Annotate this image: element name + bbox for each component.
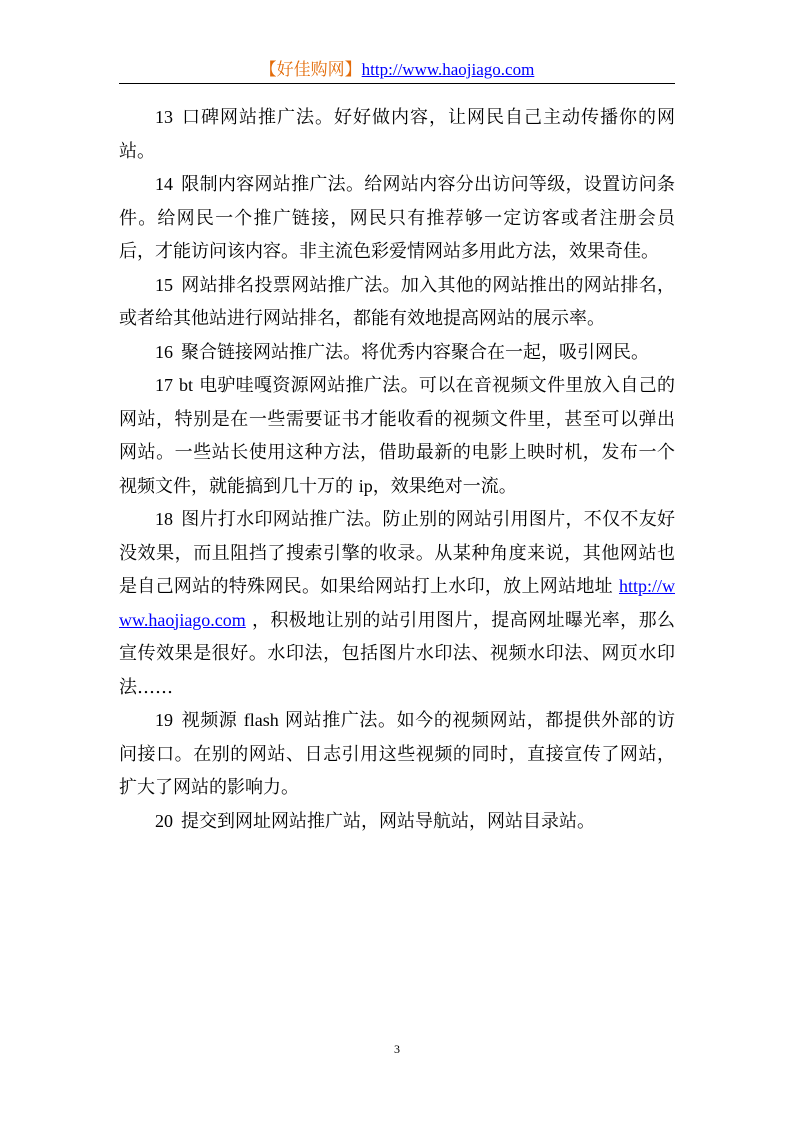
- item-number: 15: [155, 274, 173, 295]
- paragraph-18: [119, 503, 675, 704]
- paragraph-14: [119, 168, 675, 269]
- paragraph-text: 限制内容网站推广法。给网站内容分出访问等级，设置访问条件。给网民一个推广链接，网民只有推荐够一定访客或者注册会员后，才能访问该内容。非主流色彩爱情网站多用此方法，效果奇佳。: [119, 174, 675, 262]
- paragraph-text: 口碑网站推广法。好好做内容，让网民自己主动传播你的网站。: [119, 107, 675, 162]
- paragraph-text: 网站排名投票网站推广法。加入其他的网站推出的网站排名，或者给其他站进行网站排名，都能有效地提高网站的展示率。: [119, 274, 675, 329]
- site-brand: 【好佳购网】: [259, 60, 362, 80]
- paragraph-text-end: 网站推广法。如今的视频网站，都提供外部的访问接口。在别的网站、日志引用这些视频的同时，直接宣传了网站，扩大了网站的影响力。: [119, 710, 675, 798]
- paragraph-text-end: ，效果绝对一流。: [372, 475, 517, 497]
- page-number: 3: [394, 1042, 400, 1056]
- paragraph-text: 聚合链接网站推广法。将优秀内容聚合在一起，吸引网民。: [181, 341, 649, 363]
- page-header: [119, 58, 675, 84]
- paragraph-text: 电驴哇嘎资源网站推广法。可以在音视频文件里放入自己的网站，特别是在一些需要证书才能收看的视频文件里，甚至可以弹出网站。一些站长使用这种方法，借助最新的电影上映时机，发布一个视频文件，就能搞到几十万的: [119, 375, 675, 497]
- paragraph-text-flash: flash: [243, 710, 279, 730]
- body-url-link[interactable]: http://www.haojiago.com: [119, 576, 675, 630]
- paragraph-20: [119, 805, 675, 839]
- header-url-link[interactable]: http://www.haojiago.com: [361, 60, 535, 79]
- item-number: 18: [155, 509, 173, 529]
- paragraph-text: 图片打水印网站推广法。防止别的网站引用图片，不仅不友好没效果，而且阻挡了搜索引擎的收录。从某种角度来说，其他网站也是自己网站的特殊网民。如果给网站打上水印，放上网站地址: [119, 509, 675, 597]
- item-number: 20: [155, 810, 173, 831]
- paragraph-17: [119, 369, 675, 503]
- header-divider: [119, 83, 675, 84]
- paragraph-19: [119, 704, 675, 805]
- item-number: 13: [155, 107, 173, 127]
- item-number: 17: [155, 375, 173, 395]
- paragraph-13: [119, 101, 675, 168]
- paragraph-16: [119, 336, 675, 370]
- paragraph-15: [119, 269, 675, 336]
- document-body: [119, 101, 675, 838]
- paragraph-text-ip: ip: [358, 475, 373, 496]
- item-number: 14: [155, 174, 173, 194]
- paragraph-text: 提交到网址网站推广站，网站导航站，网站目录站。: [181, 810, 595, 832]
- item-number: 16: [155, 341, 173, 362]
- paragraph-text: 视频源: [181, 710, 244, 731]
- item-number: 19: [155, 710, 173, 730]
- paragraph-text-end: ，积极地让别的站引用图片，提高网址曝光率，那么宣传效果是很好。水印法，包括图片水印法、视频水印法、网页水印法……: [119, 609, 675, 698]
- paragraph-text-bt: bt: [179, 375, 194, 395]
